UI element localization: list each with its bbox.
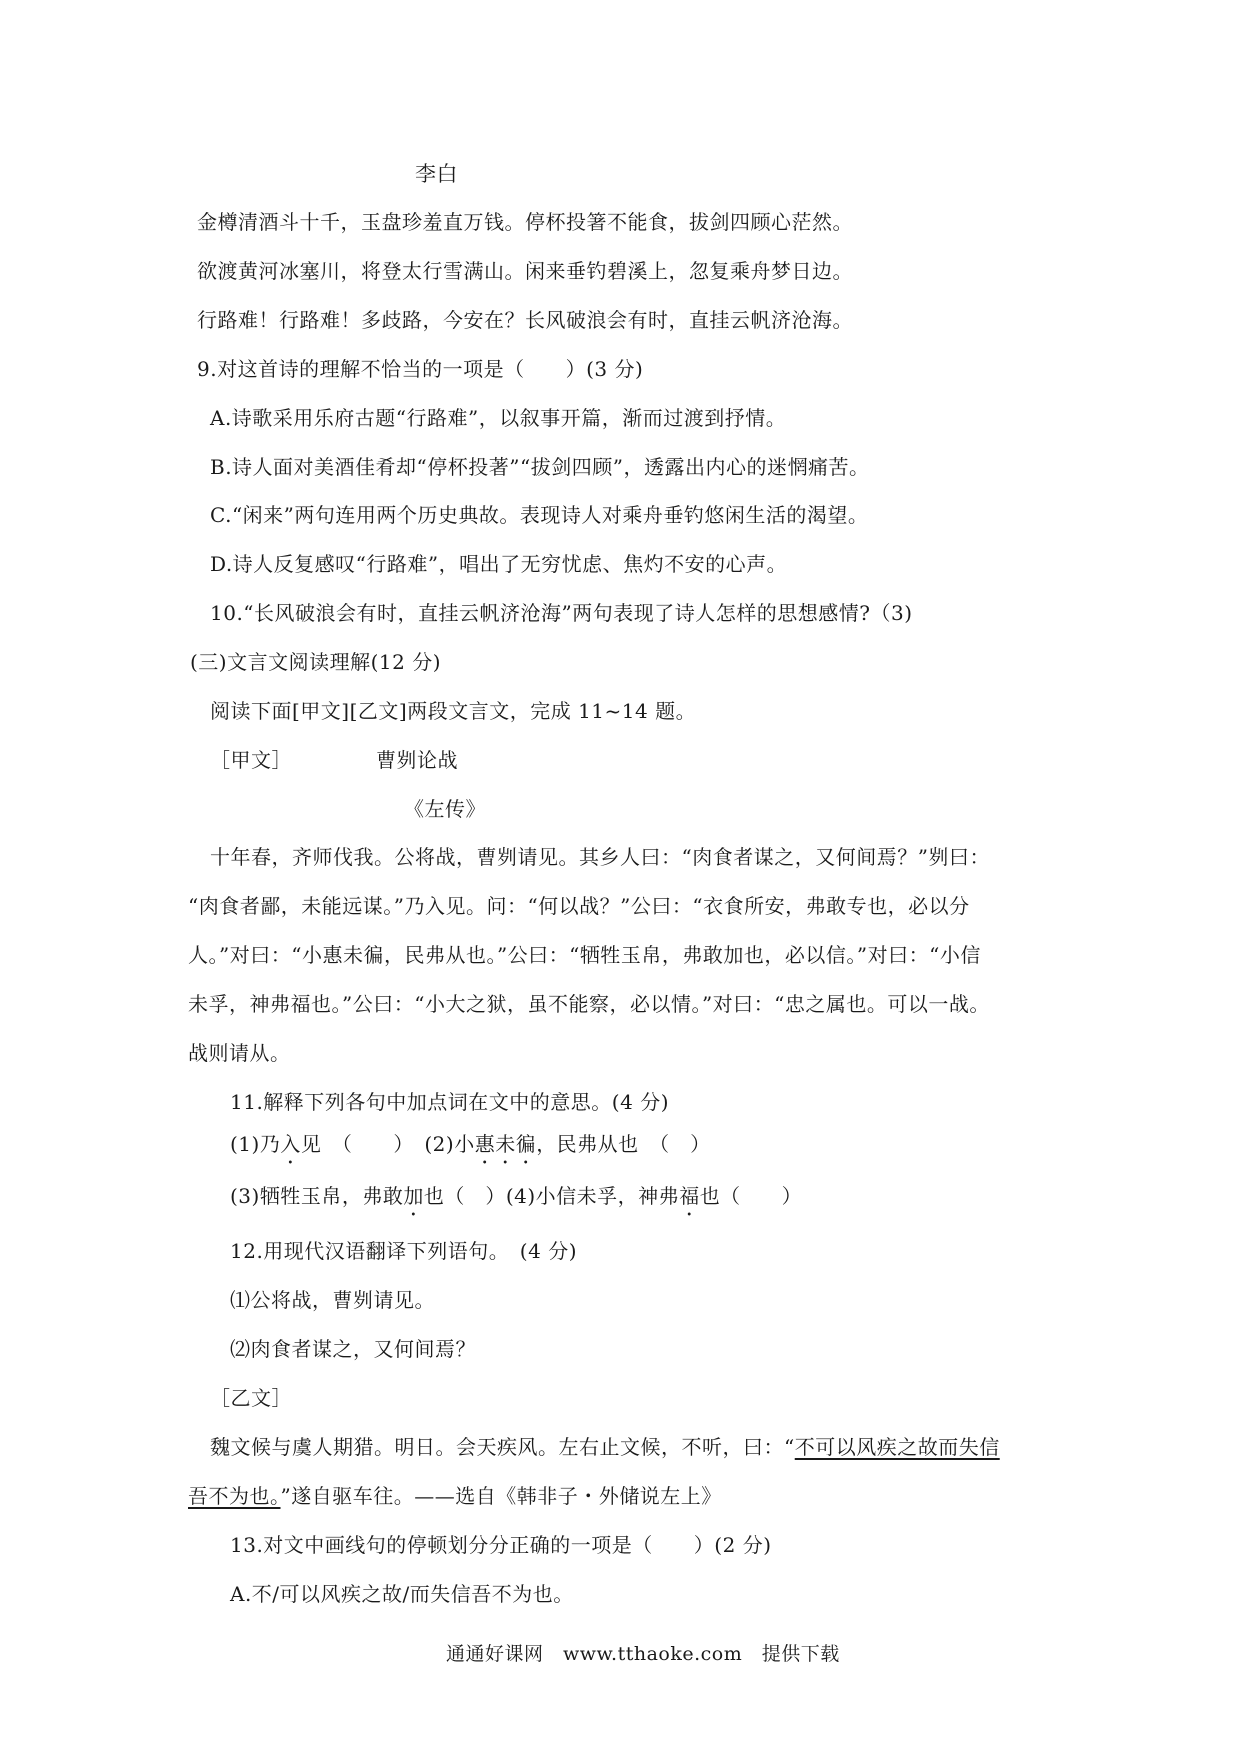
jia-passage-line: 十年春，齐师伐我。公将战，曹刿请见。其乡人曰：“肉食者谋之，又何间焉？”刿曰： <box>210 845 990 869</box>
jia-passage-line: 未孚，神弗福也。”公曰：“小大之狱，虽不能察，必以情。”对曰：“忠之属也。可以一战。 <box>188 992 990 1016</box>
jia-label: ［甲文］ <box>210 748 292 772</box>
section-heading: (三)文言文阅读理解(12 分) <box>190 650 442 674</box>
yi-passage-line <box>188 1482 722 1510</box>
question-11-row <box>230 1130 711 1158</box>
text-segment: ，民弗从也 （ ） <box>536 1132 711 1156</box>
question-9-option: B.诗人面对美酒佳肴却“停杯投著”“拔剑四顾”，透露出内心的迷惘痛苦。 <box>210 455 870 479</box>
question-12-item: ⑵肉食者谋之，又何间焉？ <box>230 1337 476 1361</box>
question-9-option: D.诗人反复感叹“行路难”，唱出了无穷忧虑、焦灼不安的心声。 <box>210 552 788 576</box>
question-9-option: A.诗歌采用乐府古题“行路难”，以叙事开篇，渐而过渡到抒情。 <box>210 406 787 430</box>
dotted-word: 加 <box>403 1184 424 1208</box>
question-11-row <box>230 1182 802 1210</box>
question-13-stem: 13.对文中画线句的停顿划分分正确的一项是（ ）(2 分) <box>230 1533 772 1557</box>
jia-source: 《左传》 <box>404 797 486 821</box>
dotted-word: 惠 <box>474 1132 496 1156</box>
dotted-word: 徧 <box>515 1132 537 1156</box>
underlined-sentence: 不可以风疾之故而失信 <box>794 1435 1000 1459</box>
poem-author: 李白 <box>415 162 458 186</box>
question-12-stem: 12.用现代汉语翻译下列语句。 (4 分) <box>230 1239 577 1263</box>
jia-passage-line: 人。”对曰：“小惠未徧，民弗从也。”公曰：“牺牲玉帛，弗敢加也，必以信。”对曰：“小信 <box>188 943 981 967</box>
text-segment: 也（ ） <box>699 1184 803 1208</box>
section-instruction: 阅读下面[甲文][乙文]两段文言文，完成 11~14 题。 <box>210 699 697 723</box>
jia-title: 曹刿论战 <box>376 748 458 772</box>
dotted-word: 未 <box>495 1132 516 1156</box>
dotted-word: 入 <box>280 1132 301 1156</box>
yi-label: ［乙文］ <box>210 1386 292 1410</box>
text-segment: (1)乃 <box>230 1132 281 1156</box>
page-footer: 通通好课网 www.tthaoke.com 提供下载 <box>446 1643 840 1665</box>
poem-line: 行路难！行路难！多歧路，今安在？长风破浪会有时，直挂云帆济沧海。 <box>197 308 853 332</box>
text-segment: (3)牺牲玉帛，弗敢 <box>230 1184 404 1208</box>
poem-line: 金樽清酒斗十千，玉盘珍羞直万钱。停杯投箸不能食，拔剑四顾心茫然。 <box>197 210 853 234</box>
text-segment: 魏文候与虞人期猎。明日。会天疾风。左右止文候，不听，曰：“ <box>210 1435 795 1459</box>
question-9-option: C.“闲来”两句连用两个历史典故。表现诗人对乘舟垂钓悠闲生活的渴望。 <box>210 503 869 527</box>
jia-passage-line: “肉食者鄙，未能远谋。”乃入见。问：“何以战？”公曰：“衣食所安，弗敢专也，必以分 <box>188 894 970 918</box>
question-13-option: A.不/可以风疾之故/而失信吾不为也。 <box>230 1582 574 1606</box>
poem-line: 欲渡黄河冰塞川，将登太行雪满山。闲来垂钓碧溪上，忽复乘舟梦日边。 <box>197 259 853 283</box>
text-segment: 小 <box>454 1132 475 1156</box>
question-11-stem: 11.解释下列各句中加点词在文中的意思。(4 分) <box>230 1090 669 1114</box>
yi-passage-line <box>210 1433 1000 1461</box>
question-10: 10.“长风破浪会有时，直挂云帆济沧海”两句表现了诗人怎样的思想感情?（3) <box>210 601 913 625</box>
question-9-stem: 9.对这首诗的理解不恰当的一项是（ ）(3 分) <box>197 357 644 381</box>
text-segment: ”遂自驱车往。——选自《韩非子・外储说左上》 <box>280 1484 722 1508</box>
text-segment: 见 （ ） (2) <box>300 1132 455 1156</box>
underlined-sentence: 吾不为也。 <box>188 1484 281 1508</box>
jia-passage-line: 战则请从。 <box>188 1041 291 1065</box>
dotted-word: 福 <box>679 1184 700 1208</box>
question-12-item: ⑴公将战，曹刿请见。 <box>230 1288 435 1312</box>
text-segment: 也（ ）(4)小信未孚，神弗 <box>423 1184 680 1208</box>
